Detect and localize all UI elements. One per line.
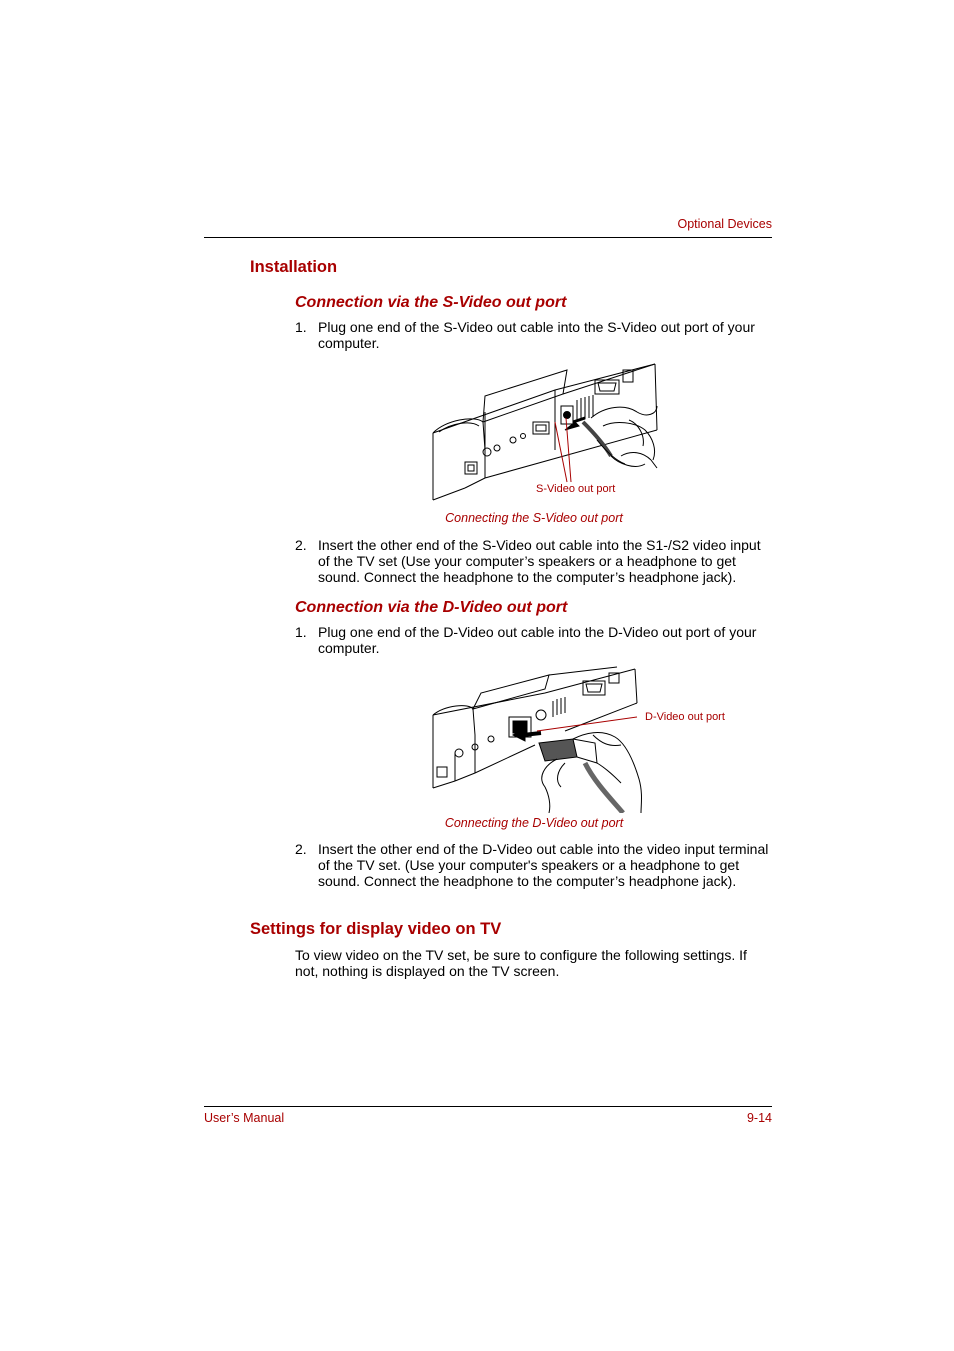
dvideo-subheading: Connection via the D-Video out port	[295, 599, 568, 616]
svideo-subheading: Connection via the S-Video out port	[295, 294, 567, 311]
page-number: 9-14	[746, 1111, 772, 1125]
dvideo-step2-text: Insert the other end of the D-Video out cable into the video input terminal of the TV set. (Use your computer's speakers or a headphone to get sound. Connect the headphone to the computer’s headphone jack).	[318, 841, 769, 889]
svideo-step2-number: 2.	[295, 537, 307, 553]
running-header: Optional Devices	[677, 217, 772, 231]
svideo-step1-number: 1.	[295, 319, 307, 335]
svideo-caption: Connecting the S-Video out port	[445, 511, 623, 525]
dvideo-illustration	[425, 663, 735, 813]
dvideo-step2-number: 2.	[295, 841, 307, 857]
svideo-callout-label: S-Video out port	[536, 483, 616, 495]
svideo-step1-text: Plug one end of the S-Video out cable into the S-Video out port of your computer.	[318, 319, 755, 351]
header-rule	[204, 237, 772, 238]
footer-rule	[204, 1106, 772, 1107]
settings-heading: Settings for display video on TV	[250, 920, 502, 938]
footer-manual-title: User’s Manual	[204, 1111, 285, 1125]
settings-paragraph: To view video on the TV set, be sure to configure the following settings. If not, nothing is displayed on the TV screen.	[295, 947, 747, 979]
dvideo-caption: Connecting the D-Video out port	[444, 816, 624, 830]
installation-heading: Installation	[250, 258, 338, 276]
dvideo-step1-number: 1.	[295, 624, 307, 640]
svideo-step2-text: Insert the other end of the S-Video out cable into the S1-/S2 video input of the TV set (Use your computer’s speakers or a headphone to get sound. Connect the headphone to the computer’s headphone jack).	[318, 537, 761, 585]
dvideo-step1-text: Plug one end of the D-Video out cable into the D-Video out port of your computer.	[318, 624, 757, 656]
dvideo-callout-label: D-Video out port	[645, 711, 725, 723]
